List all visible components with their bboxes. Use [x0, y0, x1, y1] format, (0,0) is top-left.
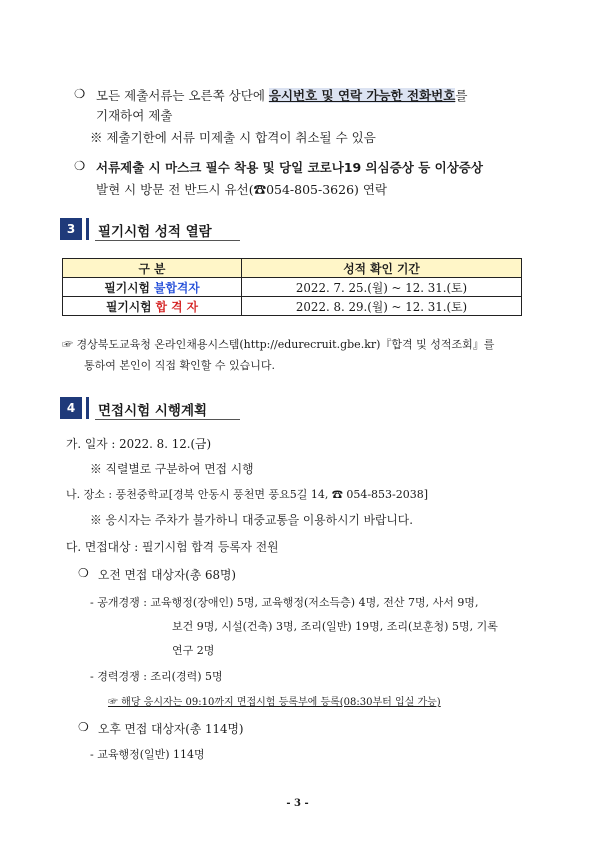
morning-open-competition-line2: 보건 9명, 시설(건축) 3명, 조리(일반) 19명, 조리(보훈청) 5명, 기록	[172, 620, 498, 633]
morning-open-competition-line3: 연구 2명	[172, 644, 215, 657]
section4-number: 4	[60, 397, 82, 419]
morning-group: 오전 면접 대상자(총 68명)	[98, 568, 237, 582]
mask-notice: 서류제출 시 마스크 필수 착용 및 당일 코로나19 의심증상 등 이상증상	[96, 160, 483, 175]
row-label-highlight: 불합격자	[154, 280, 200, 295]
score-check-note-line2: 통하여 본인이 직접 확인할 수 있습니다.	[84, 359, 275, 372]
bullet-symbol: ❍	[78, 566, 89, 580]
section3-underline	[95, 240, 240, 241]
row-label-prefix: 필기시험	[104, 280, 155, 295]
row-label-highlight: 합 격 자	[155, 299, 199, 314]
interview-target: 다. 면접대상 : 필기시험 합격 등록자 전원	[66, 540, 279, 554]
row-label-failed	[63, 278, 242, 297]
table-row	[63, 297, 522, 316]
table-header-category: 구 분	[63, 259, 242, 278]
page-number: - 3 -	[286, 798, 309, 809]
section3-number: 3	[60, 218, 82, 240]
mask-notice-line2: 발현 시 방문 전 반드시 유선(☎054-805-3626) 연락	[96, 182, 388, 197]
bullet-symbol: ❍	[74, 86, 86, 101]
submission-note	[96, 86, 467, 104]
morning-registration-note: ☞ 해당 응시자는 09:10까지 면접시험 등록부에 등록(08:30부터 입실 가능)	[108, 697, 441, 708]
score-check-note: ☞ 경상북도교육청 온라인채용시스템(http://edurecruit.gbe.kr)『합격 및 성적조회』를	[62, 338, 495, 351]
section3-bar	[86, 218, 89, 240]
section4-underline	[95, 419, 240, 420]
submission-line2: 기재하여 제출	[96, 108, 173, 123]
interview-place-note: ※ 응시자는 주차가 불가하니 대중교통을 이용하시기 바랍니다.	[90, 513, 413, 527]
submission-highlight: 응시번호 및 연락 가능한 전화번호	[268, 88, 456, 103]
score-period-table	[62, 258, 522, 316]
bullet-symbol: ❍	[74, 158, 86, 173]
row-period-failed: 2022. 7. 25.(월) ~ 12. 31.(토)	[242, 278, 522, 297]
interview-place: 나. 장소 : 풍천중학교[경북 안동시 풍천면 풍요5길 14, ☎ 054-853-2038]	[66, 488, 429, 501]
interview-date-note: ※ 직렬별로 구분하여 면접 시행	[90, 462, 254, 476]
afternoon-item: - 교육행정(일반) 114명	[90, 748, 205, 761]
row-label-passed	[63, 297, 242, 316]
section4-title: 면접시험 시행계획	[98, 403, 208, 419]
section3-title: 필기시험 성적 열람	[98, 224, 212, 240]
table-row	[63, 278, 522, 297]
interview-date: 가. 일자 : 2022. 8. 12.(금)	[66, 437, 212, 451]
bullet-symbol: ❍	[78, 720, 89, 734]
row-period-passed: 2022. 8. 29.(월) ~ 12. 31.(토)	[242, 297, 522, 316]
table-header-period: 성적 확인 기간	[242, 259, 522, 278]
morning-open-competition: - 공개경쟁 : 교육행정(장애인) 5명, 교육행정(저소득층) 4명, 전산 7명, 사서 9명,	[90, 596, 479, 609]
morning-career-competition: - 경력경쟁 : 조리(경력) 5명	[90, 670, 223, 683]
section4-bar	[86, 397, 89, 419]
table-header-row	[63, 259, 522, 278]
afternoon-group: 오후 면접 대상자(총 114명)	[98, 722, 244, 736]
submission-text-post: 를	[455, 88, 468, 103]
row-label-prefix: 필기시험	[105, 299, 156, 314]
submission-text-pre: 모든 제출서류는 오른쪽 상단에	[96, 88, 269, 103]
deadline-note: ※ 제출기한에 서류 미제출 시 합격이 취소될 수 있음	[90, 130, 376, 145]
